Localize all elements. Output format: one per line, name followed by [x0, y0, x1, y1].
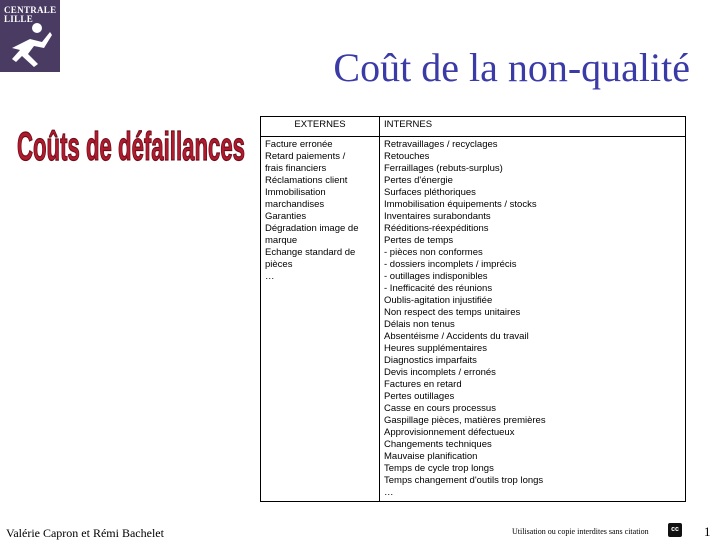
externes-item: Dégradation image de — [265, 223, 359, 234]
internes-item: Absentéisme / Accidents du travail — [384, 331, 529, 342]
creative-commons-icon: cc — [668, 523, 682, 537]
internes-item: Retouches — [384, 151, 430, 162]
stamp-text: Coûts de défaillances — [17, 125, 245, 169]
externes-item: marchandises — [265, 199, 325, 210]
slide-title: Coût de la non-qualité — [333, 45, 690, 90]
table-body-row — [261, 137, 686, 502]
internes-item: Non respect des temps unitaires — [384, 307, 521, 318]
internes-item: Rééditions-réexpéditions — [384, 223, 489, 234]
internes-item: Approvisionnement défectueux — [384, 427, 515, 438]
externes-item: Immobilisation — [265, 187, 326, 198]
internes-item: … — [384, 487, 394, 498]
internes-cell — [380, 137, 686, 502]
internes-item: Temps changement d'outils trop longs — [384, 475, 544, 486]
table-header-row — [261, 117, 686, 137]
externes-item: Facture erronée — [265, 139, 333, 150]
internes-item: Mauvaise planification — [384, 451, 478, 462]
externes-item: Echange standard de — [265, 247, 356, 258]
internes-item: Retravaillages / recyclages — [384, 139, 498, 150]
externes-item: Garanties — [265, 211, 307, 222]
internes-item: Délais non tenus — [384, 319, 455, 330]
externes-list — [265, 139, 375, 283]
externes-item: frais financiers — [265, 163, 327, 174]
internes-item: - pièces non conformes — [384, 247, 483, 258]
internes-item: Gaspillage pièces, matières premières — [384, 415, 546, 426]
internes-item: Pertes de temps — [384, 235, 454, 246]
internes-item: Inventaires surabondants — [384, 211, 491, 222]
internes-list — [384, 139, 681, 499]
logo-line-2: LILLE — [4, 14, 34, 24]
header-externes: EXTERNES — [261, 117, 380, 137]
internes-item: Oublis-agitation injustifiée — [384, 295, 493, 306]
externes-item: Retard paiements / — [265, 151, 346, 162]
runner-icon — [6, 22, 54, 68]
footer-authors: Valérie Capron et Rémi Bachelet — [6, 526, 164, 540]
internes-item: Heures supplémentaires — [384, 343, 487, 354]
internes-item: Ferraillages (rebuts-surplus) — [384, 163, 503, 174]
externes-item: Réclamations client — [265, 175, 348, 186]
internes-item: Casse en cours processus — [384, 403, 496, 414]
page-number: 1 — [704, 524, 711, 539]
internes-item: - outillages indisponibles — [384, 271, 488, 282]
externes-cell — [261, 137, 380, 502]
logo-line-1: CENTRALE — [4, 5, 57, 15]
centrale-lille-logo — [0, 0, 60, 72]
internes-item: - dossiers incomplets / imprécis — [384, 259, 517, 270]
internes-item: Factures en retard — [384, 379, 462, 390]
internes-item: Immobilisation équipements / stocks — [384, 199, 537, 210]
internes-item: Diagnostics imparfaits — [384, 355, 477, 366]
externes-item: pièces — [265, 259, 293, 270]
internes-item: - Inefficacité des réunions — [384, 283, 493, 294]
externes-item: … — [265, 271, 275, 282]
internes-item: Temps de cycle trop longs — [384, 463, 494, 474]
internes-item: Changements techniques — [384, 439, 492, 450]
internes-item: Pertes outillages — [384, 391, 455, 402]
externes-item: marque — [265, 235, 298, 246]
cost-table — [260, 116, 686, 502]
header-internes: INTERNES — [380, 117, 686, 137]
internes-item: Pertes d'énergie — [384, 175, 453, 186]
internes-item: Surfaces pléthoriques — [384, 187, 476, 198]
costs-of-failure-stamp — [14, 118, 248, 172]
footer-license: Utilisation ou copie interdites sans citation — [512, 527, 649, 536]
internes-item: Devis incomplets / erronés — [384, 367, 496, 378]
